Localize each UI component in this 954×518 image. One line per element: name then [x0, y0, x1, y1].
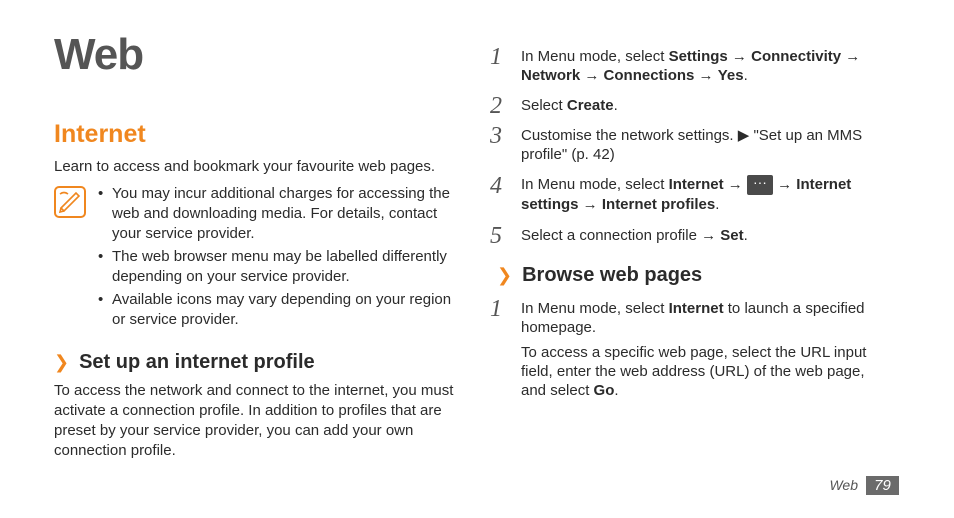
chevron-right-icon: ❯ [54, 352, 70, 372]
browse-heading [497, 264, 702, 287]
step-5: Select a connection profile → Set. [521, 227, 748, 244]
step-3: Customise the network settings. ▶ "Set up an MMS profile" (p. 42) [521, 127, 863, 163]
browse-step-1: In Menu mode, select Internet to launch a specified homepage. [521, 300, 865, 336]
step-number: 1 [490, 44, 502, 70]
note-item: • You may incur additional charges for accessing the web and downloading media. For details, contact your service provider. [98, 184, 463, 244]
step-4: In Menu mode, select Internet → ··· → Internet settings → Internet profiles. [521, 174, 852, 214]
step-number: 4 [490, 173, 502, 199]
setup-heading [54, 351, 315, 374]
section-intro: Learn to access and bookmark your favourite web pages. [54, 158, 436, 175]
step-1: In Menu mode, select Settings → Connectivity → Network → Connections → Yes. [521, 48, 861, 84]
section-title: Internet [54, 120, 146, 148]
setup-heading-text: Set up an internet profile [79, 351, 315, 373]
notes-list [98, 184, 463, 333]
page-number: 79 [866, 476, 899, 495]
step-number: 1 [490, 296, 502, 322]
setup-paragraph: To access the network and connect to the internet, you must activate a connection profile. In addition to profiles that are preset by your service provider, you can add your own connection profile. [54, 382, 454, 459]
step-2: Select Create. [521, 97, 618, 114]
note-item: • Available icons may vary depending on your region or service provider. [98, 290, 463, 330]
note-icon [54, 186, 86, 218]
step-number: 5 [490, 223, 502, 249]
step-number: 2 [490, 93, 502, 119]
chapter-title: Web [54, 30, 144, 79]
more-options-icon: ··· [747, 175, 773, 195]
browse-step-1-extra: To access a specific web page, select the URL input field, enter the web address (URL) of the web page, and select Go. [521, 344, 867, 399]
browse-heading-text: Browse web pages [522, 264, 703, 286]
step-number: 3 [490, 123, 502, 149]
note-item: • The web browser menu may be labelled differently depending on your service provider. [98, 247, 463, 287]
footer-section-label: Web [829, 477, 858, 493]
chevron-right-icon: ❯ [497, 265, 513, 285]
